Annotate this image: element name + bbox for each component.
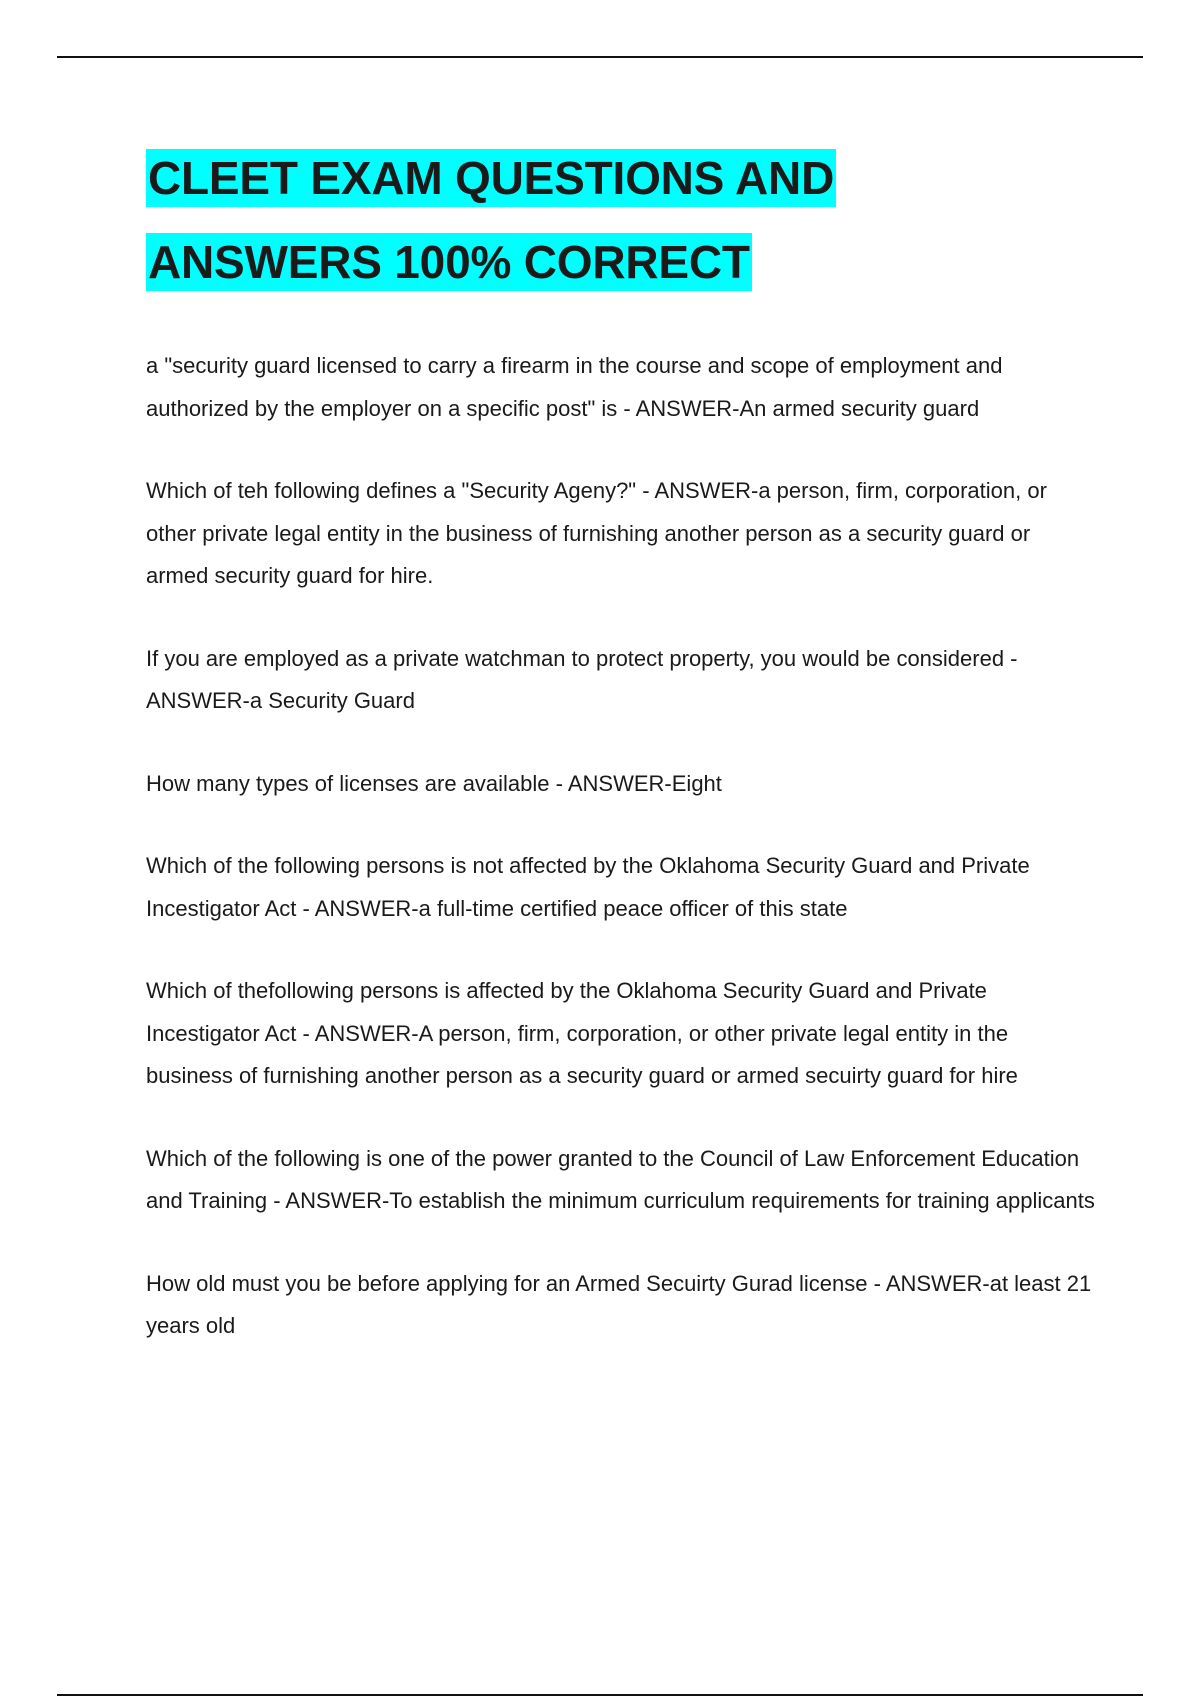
document-title bbox=[146, 136, 836, 304]
qa-item: How many types of licenses are available - ANSWER-Eight bbox=[146, 770, 722, 796]
qa-list bbox=[146, 345, 1096, 1388]
bottom-rule bbox=[57, 1694, 1143, 1696]
qa-item: Which of teh following defines a "Security Ageny?" - ANSWER-a person, firm, corporation, or other private legal entity in the business of furnishing another person as a security guard or armed security guard for hire. bbox=[146, 478, 1047, 588]
qa-item: Which of thefollowing persons is affected by the Oklahoma Security Guard and Private Incestigator Act - ANSWER-A person, firm, corporation, or other private legal entity in the business of furnishing another person as a security guard or armed secuirty guard for hire bbox=[146, 978, 1018, 1088]
title-line-2: ANSWERS 100% CORRECT bbox=[146, 233, 752, 291]
title-line-1: CLEET EXAM QUESTIONS AND bbox=[146, 149, 836, 207]
qa-item: Which of the following is one of the power granted to the Council of Law Enforcement Education and Training - ANSWER-To establish the minimum curriculum requirements for training applicants bbox=[146, 1145, 1095, 1213]
top-rule bbox=[57, 56, 1143, 58]
qa-item: a "security guard licensed to carry a firearm in the course and scope of employment and authorized by the employer on a specific post" is - ANSWER-An armed security guard bbox=[146, 353, 1003, 421]
qa-item: If you are employed as a private watchman to protect property, you would be considered - ANSWER-a Security Guard bbox=[146, 645, 1018, 713]
qa-item: How old must you be before applying for an Armed Secuirty Gurad license - ANSWER-at least 21 years old bbox=[146, 1270, 1092, 1338]
qa-item: Which of the following persons is not affected by the Oklahoma Security Guard and Private Incestigator Act - ANSWER-a full-time certified peace officer of this state bbox=[146, 853, 1030, 921]
